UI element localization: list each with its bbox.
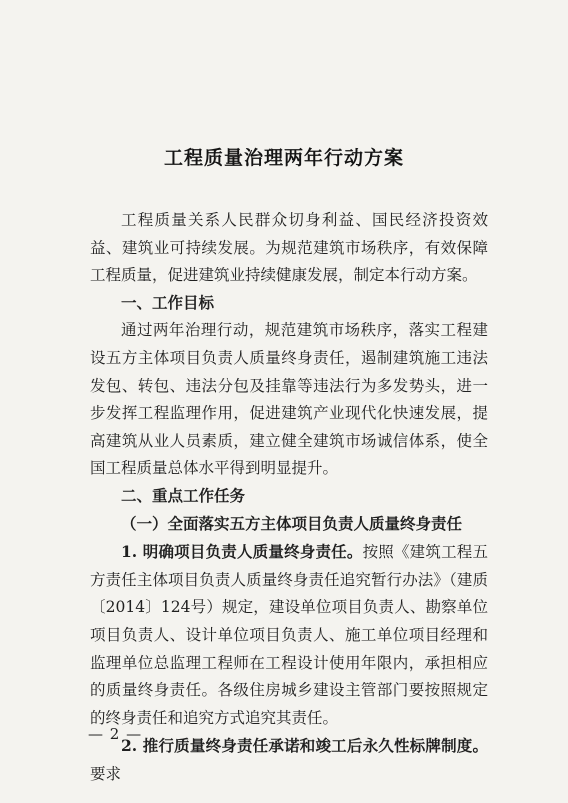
document-title: 工程质量治理两年行动方案 [163, 147, 404, 169]
item-1-paragraph [90, 538, 488, 732]
goals-paragraph: 通过两年治理行动，规范建筑市场秩序，落实工程建设五方主体项目负责人质量终身责任，遏制建筑施工违法发包、转包、违法分包及挂靠等违法行为多发势头，进一步发挥工程监理作用，促进建筑产业现代化快速发展，提高建筑从业人员素质，建立健全建筑市场诚信体系，使全国工程质量总体水平得到明显提升。 [90, 321, 488, 478]
page-number: — 2 — [88, 725, 143, 743]
subsection-heading-responsibility: （一）全面落实五方主体项目负责人质量终身责任 [121, 514, 463, 533]
section-heading-tasks: 二、重点工作任务 [121, 486, 246, 505]
item-2-paragraph [90, 732, 488, 788]
item-1-lead: 1. 明确项目负责人质量终身责任。 [121, 542, 363, 562]
intro-paragraph: 工程质量关系人民群众切身利益、国民经济投资效益、建筑业可持续发展。为规范建筑市场秩序，有效保障工程质量，促进建筑业持续健康发展，制定本行动方案。 [90, 211, 488, 285]
section-heading-goals: 一、工作目标 [121, 293, 215, 312]
document-body [90, 207, 488, 788]
item-2-text: 要求 [90, 764, 122, 783]
item-1-text: 按照《建筑工程五方责任主体项目负责人质量终身责任追究暂行办法》（建质〔2014〕124号）规定，建设单位项目负责人、勘察单位项目负责人、设计单位项目负责人、施工单位项目经理和监理单位总监理工程师在工程设计使用年限内，承担相应的质量终身责任。各级住房城乡建设主管部门要按照规定的终身责任和追究方式追究其责任。 [90, 543, 488, 727]
item-2-lead: 2. 推行质量终身责任承诺和竣工后永久性标牌制度。 [121, 736, 488, 756]
